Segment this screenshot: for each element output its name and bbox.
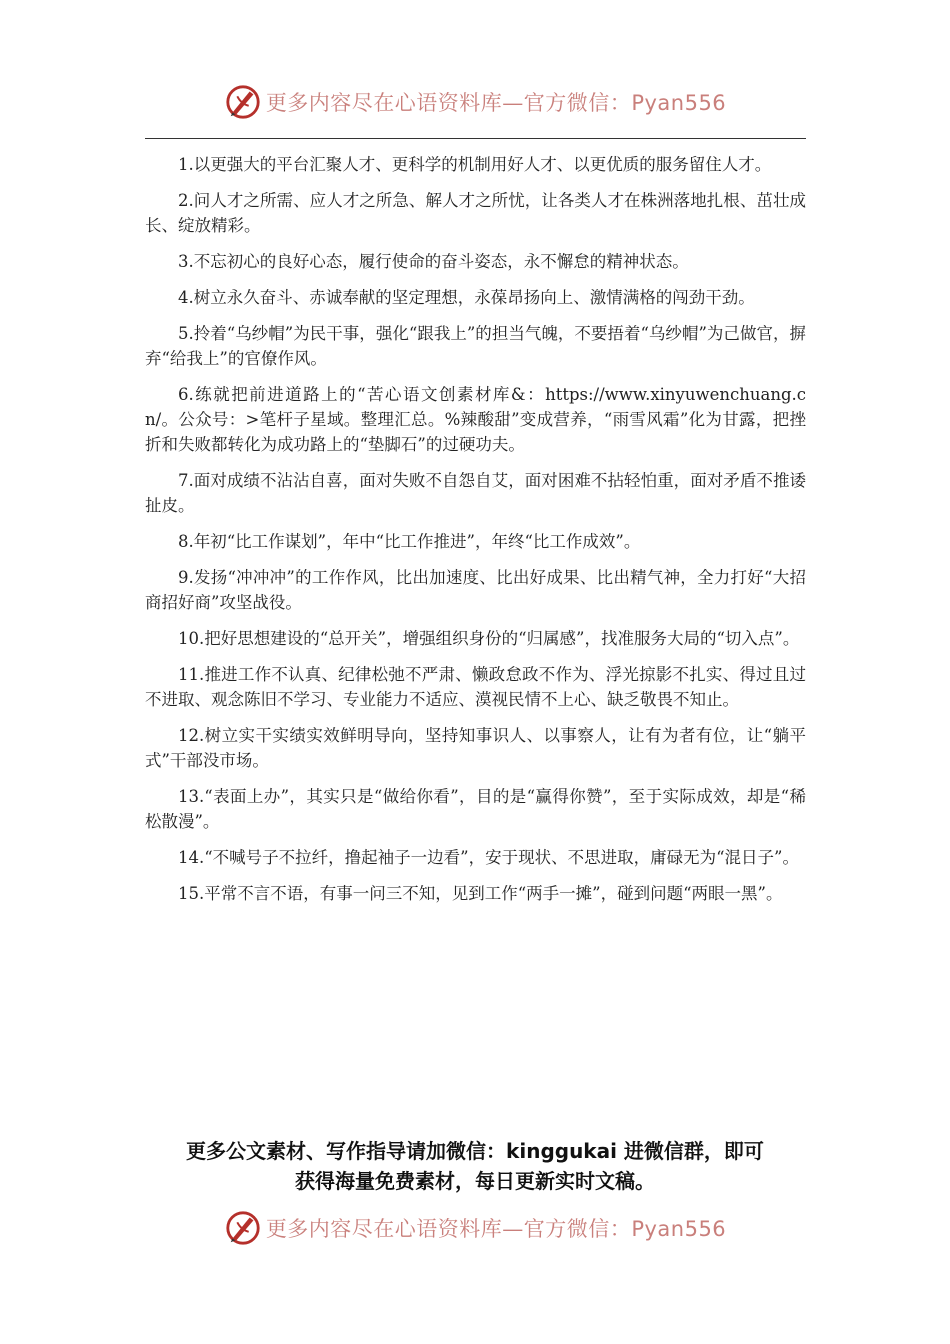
footer-line-2: 获得海量免费素材，每日更新实时文稿。 xyxy=(295,1169,655,1193)
footer-line-1: 更多公文素材、写作指导请加微信：kinggukai 进微信群，即可 xyxy=(186,1139,764,1163)
paragraph: 2.问人才之所需、应人才之所急、解人才之所忧，让各类人才在株洲落地扎根、茁壮成长、绽放精彩。 xyxy=(145,191,806,235)
paragraph: 10.把好思想建设的“总开关”，增强组织身份的“归属感”，找准服务大局的“切入点”。 xyxy=(178,629,800,648)
footer-promo xyxy=(0,1136,950,1196)
paragraph: 6.练就把前进道路上的“苦心语文创素材库&：https://www.xinyuwenchuang.cn/。公众号：>笔杆子星域。整理汇总。%辣酸甜”变成营养，“雨雪风霜”化为甘露，把挫折和失败都转化为成功路上的“垫脚石”的过硬功夫。 xyxy=(145,385,806,454)
paragraph: 11.推进工作不认真、纪律松弛不严肃、懒政怠政不作为、浮光掠影不扎实、得过且过不进取、观念陈旧不学习、专业能力不适应、漠视民情不上心、缺乏敬畏不知止。 xyxy=(145,665,806,709)
paragraph: 14.“不喊号子不拉纤，撸起袖子一边看”，安于现状、不思进取，庸碌无为“混日子”。 xyxy=(178,848,799,867)
footer-banner xyxy=(0,1208,950,1248)
paragraph: 15.平常不言不语，有事一问三不知，见到工作“两手一摊”，碰到问题“两眼一黑”。 xyxy=(178,884,783,903)
paragraph: 1.以更强大的平台汇聚人才、更科学的机制用好人才、以更优质的服务留住人才。 xyxy=(178,155,772,174)
footer-wechat-id: Pyan556 xyxy=(631,1217,727,1241)
paragraph: 5.拎着“乌纱帽”为民干事，强化“跟我上”的担当气魄，不要捂着“乌纱帽”为己做官，摒弃“给我上”的官僚作风。 xyxy=(145,324,806,368)
paragraph: 9.发扬“冲冲冲”的工作作风，比出加速度、比出好成果、比出精气神，全力打好“大招商招好商”攻坚战役。 xyxy=(145,568,806,612)
paragraph: 12.树立实干实绩实效鲜明导向，坚持知事识人、以事察人，让有为者有位，让“躺平式”干部没市场。 xyxy=(145,726,806,770)
footer-banner-text: 更多内容尽在心语资料库—官方微信：Pyan556 xyxy=(265,1217,727,1241)
header-banner xyxy=(0,82,950,122)
paragraph: 13.“表面上办”，其实只是“做给你看”，目的是“赢得你赞”，至于实际成效，却是“稀松散漫”。 xyxy=(145,787,806,831)
pen-logo-icon xyxy=(224,83,262,121)
header-banner-text: 更多内容尽在心语资料库—官方微信：Pyan556 xyxy=(265,91,727,115)
paragraph: 3.不忘初心的良好心态，履行使命的奋斗姿态，永不懈怠的精神状态。 xyxy=(178,252,689,271)
paragraph: 4.树立永久奋斗、赤诚奉献的坚定理想，永葆昂扬向上、激情满格的闯劲干劲。 xyxy=(178,288,755,307)
header-divider xyxy=(145,138,806,139)
document-body xyxy=(145,152,806,917)
pen-logo-icon xyxy=(224,1209,262,1247)
header-wechat-id: Pyan556 xyxy=(631,91,727,115)
paragraph: 8.年初“比工作谋划”，年中“比工作推进”，年终“比工作成效”。 xyxy=(178,532,641,551)
paragraph: 7.面对成绩不沾沾自喜，面对失败不自怨自艾，面对困难不拈轻怕重，面对矛盾不推诿扯皮。 xyxy=(145,471,806,515)
